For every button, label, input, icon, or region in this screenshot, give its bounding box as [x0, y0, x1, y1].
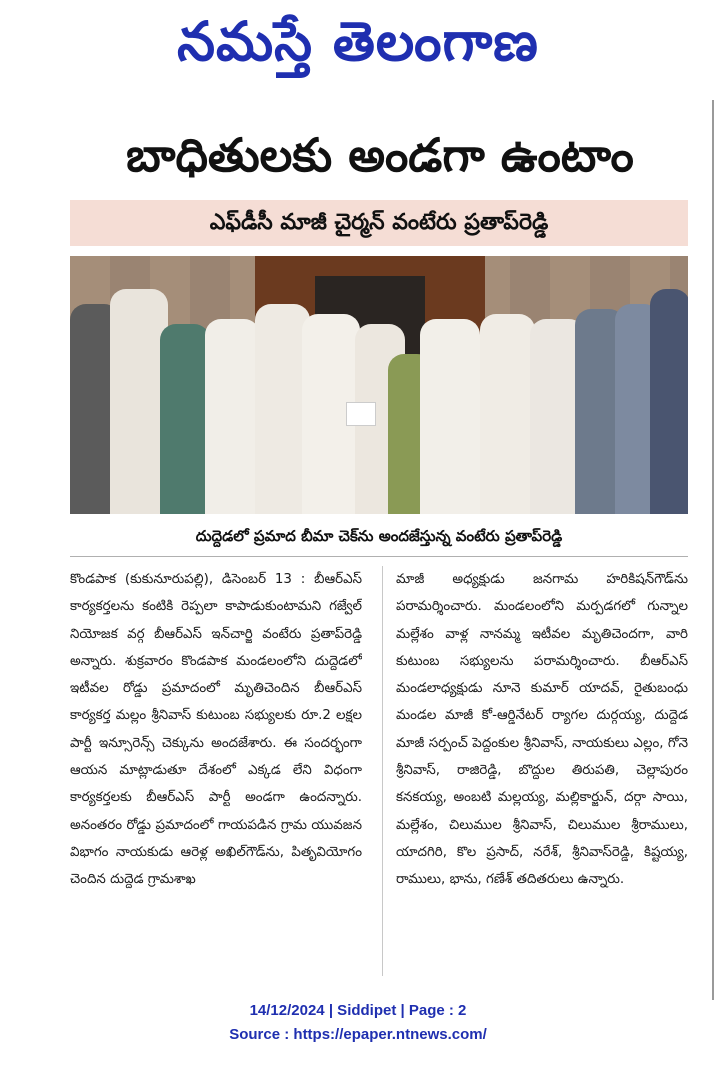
footer-edition-info: 14/12/2024 | Siddipet | Page : 2: [249, 1002, 467, 1019]
photo-person: [160, 324, 210, 514]
article-body-column-right: మాజీ అధ్యక్షుడు జనగామ హరికిషన్‌గౌడ్‌ను పరామర్శించారు. మండలంలోని మర్పడగలో గున్నాల మల్లేశం వాళ్ల నానమ్మ ఇటీవల మృతిచెందగా, వారి కుటుంబ సభ్యులను పరామర్శించారు. బీఆర్‌ఎస్ మండలాధ్యక్షుడు నూనె కుమార్ యాదవ్, రైతుబంధు మండల మాజీ కో-ఆర్డినేటర్ ర్యాగల దుర్గయ్య, దుద్దెడ మాజీ సర్పంచ్ పెద్దంకుల శ్రీనివాస్, నాయకులు ఎల్లం, గోనె శ్రీనివాస్, రాజిరెడ్డి, బొద్దుల తిరుపతి, చెల్లాపురం కనకయ్య, అంబటి మల్లయ్య, మల్లికార్జున్, దర్గా సాయి, మల్లేశం, చిలుముల శ్రీనివాస్, చిలుముల శ్రీరాములు, యాదగిరి, కొల ప్రసాద్, నరేశ్, శ్రీనివాస్‌రెడ్డి, కిష్టయ్య, రాములు, భాను, గణేశ్ తదితరులు ఉన్నారు.: [396, 572, 688, 888]
page-edge-rule: [712, 100, 714, 1000]
insurance-cheque: [346, 402, 376, 426]
article-body-column-left: కొండపాక (కుకునూరుపల్లి), డిసెంబర్ 13 : బీఆర్‌ఎస్ కార్యకర్తలను కంటికి రెప్పలా కాపాడుకుంటామని గజ్వేల్ నియోజక వర్గ బీఆర్‌ఎస్ ఇన్‌చార్జి వంటేరు ప్రతాప్‌రెడ్డి అన్నారు. శుక్రవారం కొండపాక మండలంలోని దుద్దెడలో ఇటీవల రోడ్డు ప్రమాదంలో మృతిచెందిన బీఆర్‌ఎస్ కార్యకర్త మల్లం శ్రీనివాస్ కుటుంబ సభ్యులకు రూ.2 లక్షల పార్టీ ఇన్సూరెన్స్ చెక్కును అందజేశారు. ఈ సందర్భంగా ఆయన మాట్లాడుతూ దేశంలో ఎక్కడ లేని విధంగా కార్యకర్తలకు బీఆర్‌ఎస్ పార్టీ అండగా ఉందన్నారు. అనంతరం రోడ్డు ప్రమాదంలో గాయపడిన గ్రామ యువజన విభాగం నాయకుడు ఆరెళ్ల అఖిల్‌గౌడ్‌ను, పితృవియోగం చెందిన దుద్దెడ గ్రామశాఖ: [70, 572, 362, 888]
column-divider: [382, 566, 383, 976]
photo-person: [420, 319, 480, 514]
footer-source: Source : https://epaper.ntnews.com/: [229, 1026, 487, 1043]
article-subheadline: ఎఫ్‌డీసీ మాజీ చైర్మన్ వంటేరు ప్రతాప్‌రెడ్డి: [209, 210, 549, 235]
caption-divider: [70, 556, 688, 557]
photo-caption: దుద్దెడలో ప్రమాద బీమా చెక్‌ను అందజేస్తున్న వంటేరు ప్రతాప్‌రెడ్డి: [195, 527, 563, 545]
photo-person: [205, 319, 260, 514]
news-photo: [70, 256, 688, 514]
photo-person: [480, 314, 535, 514]
masthead-logo: నమస్తే తెలంగాణ: [177, 10, 539, 73]
photo-person: [650, 289, 688, 514]
article-headline: బాధితులకు అండగా ఉంటాం: [126, 128, 634, 182]
